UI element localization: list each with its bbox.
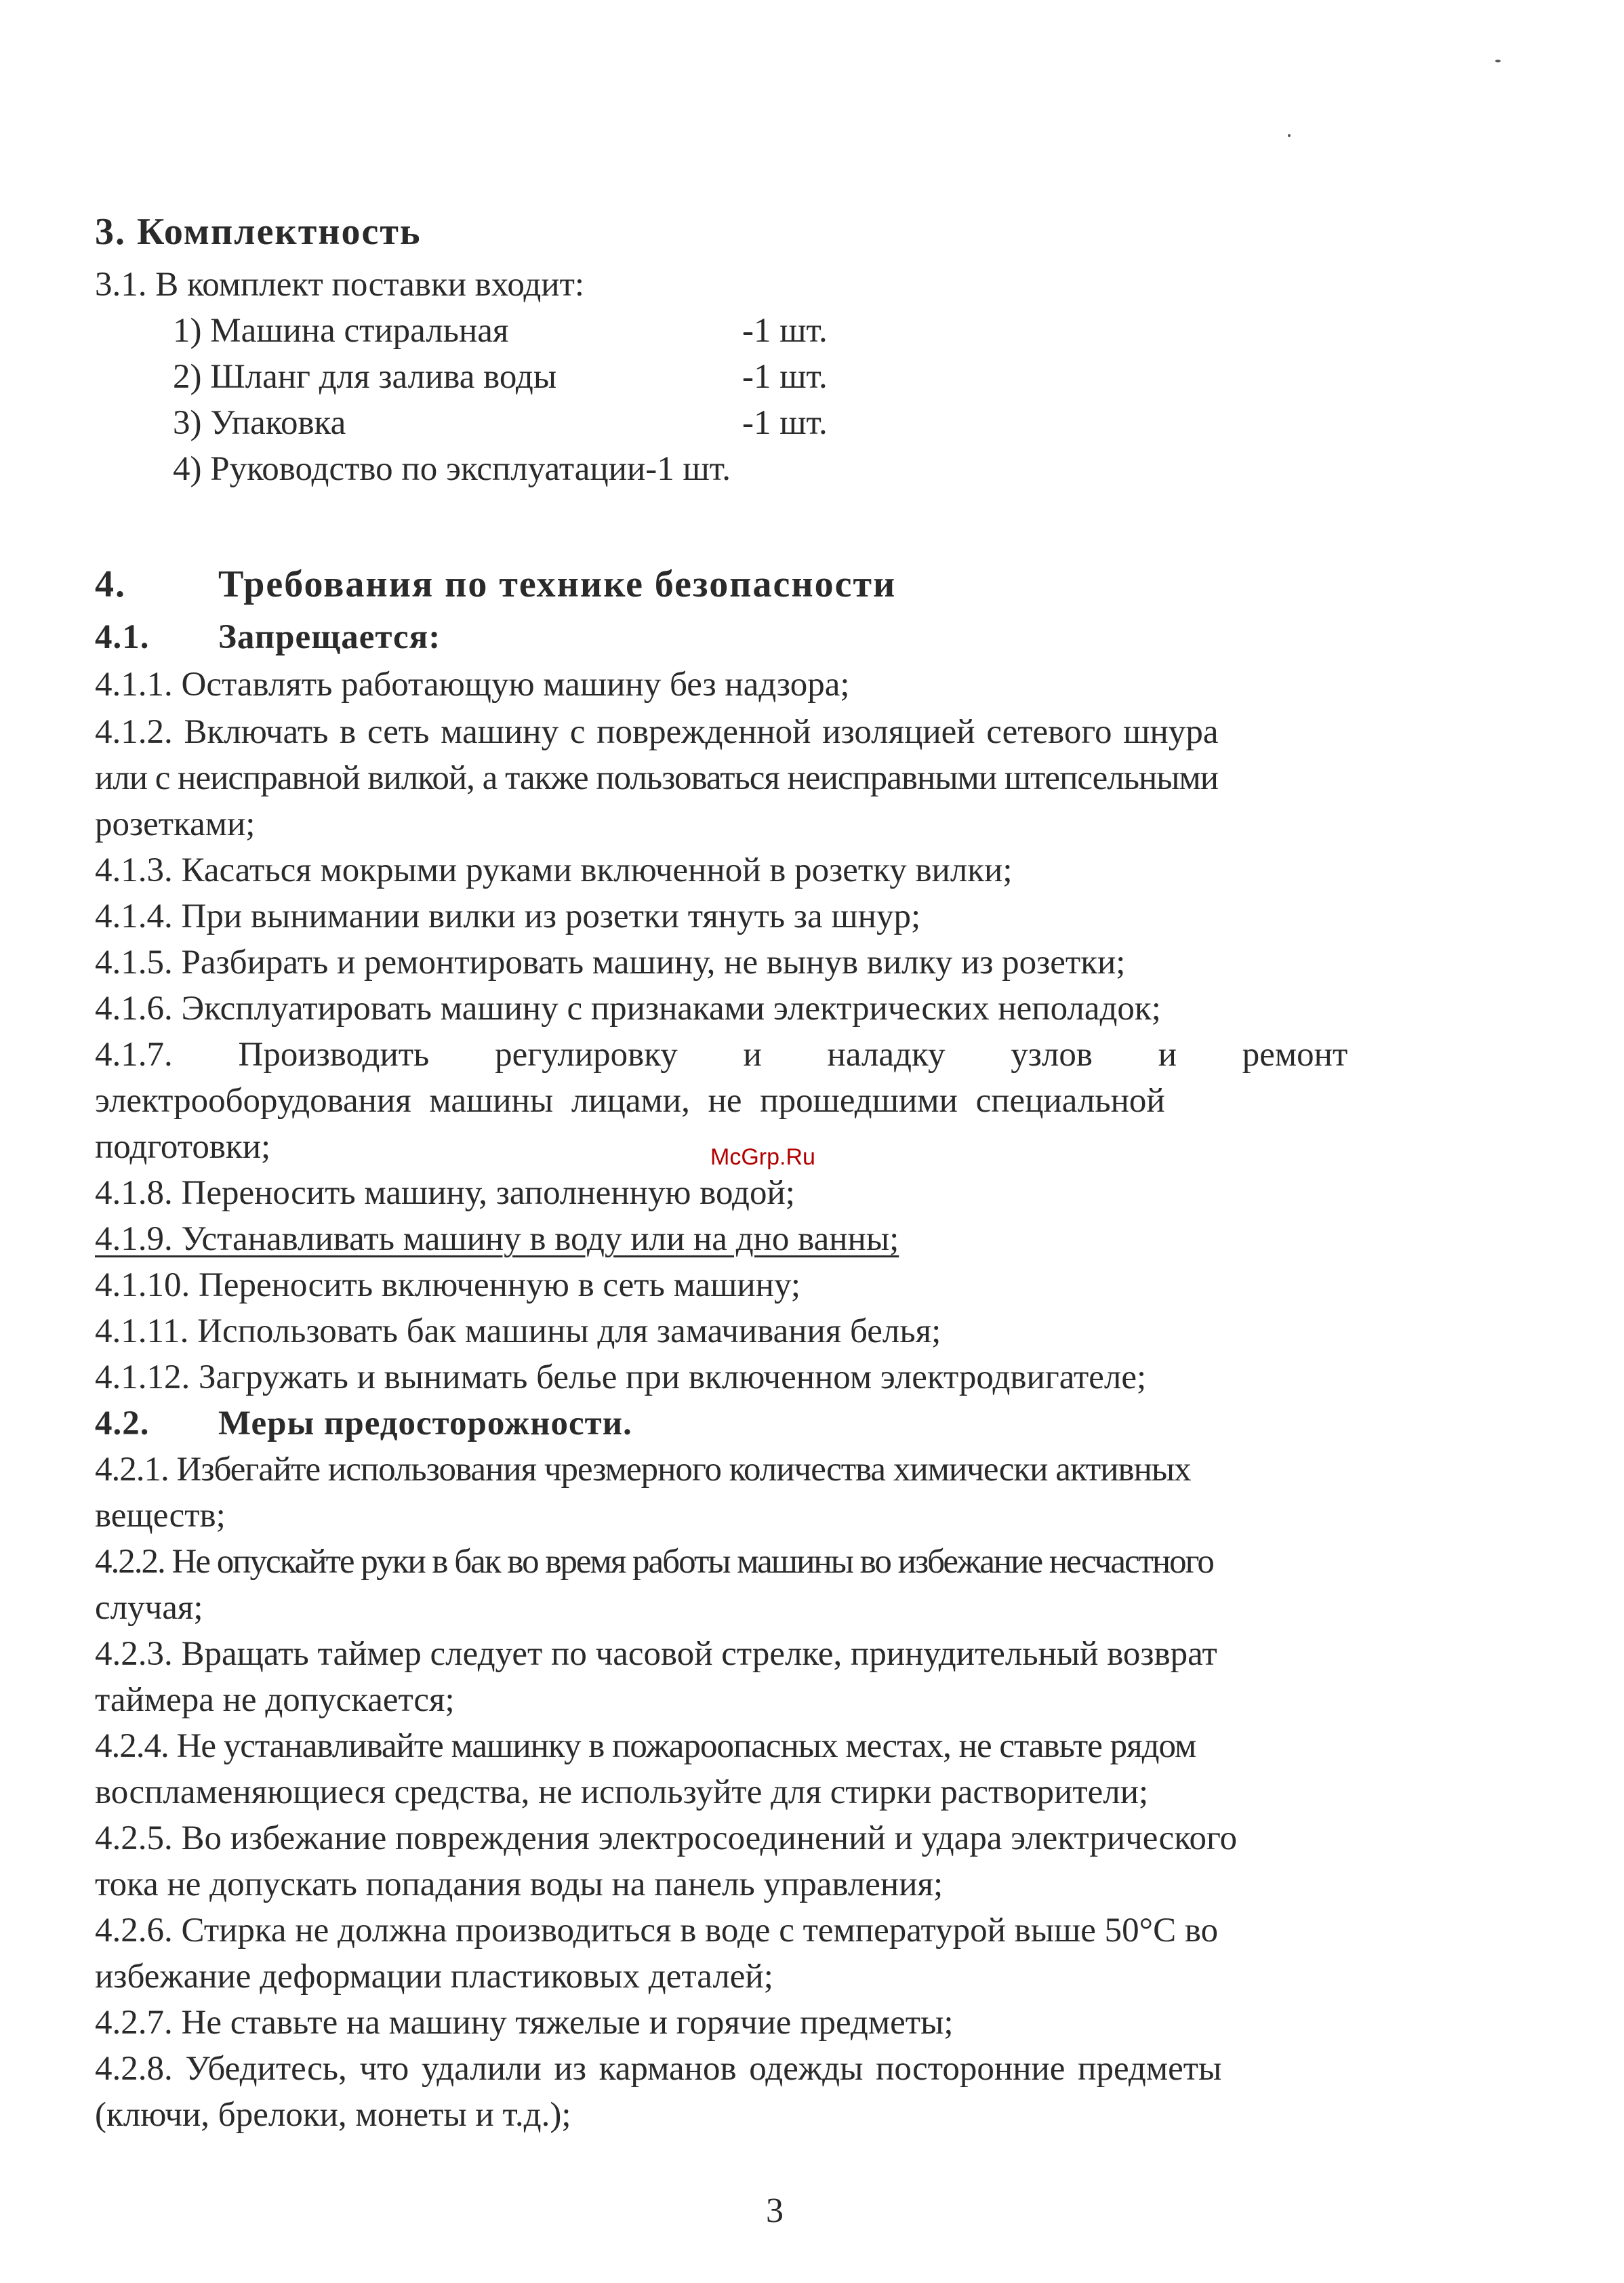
- rule-4-1-8: 4.1.8. Переносить машину, заполненную водой;: [95, 1174, 795, 1212]
- rule-4-2-6-cont: избежание деформации пластиковых деталей;: [95, 1958, 773, 1996]
- section-4-title: Требования по технике безопасности: [218, 563, 897, 605]
- subsection-4-2-number: 4.2.: [95, 1405, 150, 1442]
- subsection-4-1-number: 4.1.: [95, 618, 150, 656]
- kit-item-label: 2) Шланг для залива воды: [173, 358, 557, 396]
- rule-4-1-2-cont: или с неисправной вилкой, а также пользоваться неисправными штепсельными: [95, 759, 1219, 797]
- kit-item-qty: -1 шт.: [742, 358, 828, 396]
- rule-4-1-11: 4.1.11. Использовать бак машины для замачивания белья;: [95, 1312, 941, 1350]
- rule-4-1-1: 4.1.1. Оставлять работающую машину без надзора;: [95, 666, 850, 704]
- scan-speck: [1495, 60, 1501, 62]
- rule-4-1-6: 4.1.6. Эксплуатировать машину с признаками электрических неполадок;: [95, 990, 1161, 1028]
- rule-4-2-3: 4.2.3. Вращать таймер следует по часовой стрелке, принудительный возврат: [95, 1635, 1217, 1673]
- kit-item-label: 1) Машина стиральная: [173, 312, 509, 350]
- rule-4-1-3: 4.1.3. Касаться мокрыми руками включенной в розетку вилки;: [95, 851, 1013, 889]
- kit-item-qty: -1 шт.: [742, 312, 828, 350]
- rule-4-1-7: 4.1.7. Производить регулировку и наладку узлов и ремонт: [95, 1036, 1348, 1074]
- rule-4-2-4: 4.2.4. Не устанавливайте машинку в пожароопасных местах, не ставьте рядом: [95, 1727, 1196, 1765]
- rule-4-2-6: 4.2.6. Стирка не должна производиться в воде с температурой выше 50°С во: [95, 1912, 1219, 1949]
- rule-4-2-1-cont: веществ;: [95, 1497, 226, 1535]
- rule-4-2-2-cont: случая;: [95, 1589, 203, 1627]
- rule-4-1-7-cont: подготовки;: [95, 1128, 271, 1166]
- kit-item-label: 4) Руководство по эксплуатации-1 шт.: [173, 450, 731, 488]
- rule-4-2-8: 4.2.8. Убедитесь, что удалили из карманов одежды посторонние предметы: [95, 2050, 1222, 2088]
- section-4-number: 4.: [95, 563, 126, 605]
- section-3-intro: 3.1. В комплект поставки входит:: [95, 266, 585, 304]
- rule-4-2-1: 4.2.1. Избегайте использования чрезмерного количества химически активных: [95, 1451, 1191, 1489]
- subsection-4-2-title: Меры предосторожности.: [218, 1405, 632, 1442]
- rule-4-1-5: 4.1.5. Разбирать и ремонтировать машину, не вынув вилку из розетки;: [95, 944, 1126, 982]
- scan-speck: [1288, 134, 1291, 137]
- rule-4-1-7-cont: электрооборудования машины лицами, не прошедшими специальной: [95, 1082, 1165, 1120]
- rule-4-2-4-cont: воспламеняющиеся средства, не используйте для стирки растворители;: [95, 1773, 1149, 1811]
- rule-4-2-5-cont: тока не допускать попадания воды на панель управления;: [95, 1865, 943, 1903]
- kit-item-label: 3) Упаковка: [173, 404, 346, 442]
- kit-item-qty: -1 шт.: [742, 404, 828, 442]
- rule-4-2-8-cont: (ключи, брелоки, монеты и т.д.);: [95, 2096, 571, 2134]
- rule-4-2-2: 4.2.2. Не опускайте руки в бак во время работы машины во избежание несчастного: [95, 1543, 1213, 1581]
- subsection-4-1-title: Запрещается:: [218, 618, 441, 656]
- section-3-title: 3. Комплектность: [95, 211, 422, 253]
- rule-4-2-3-cont: таймера не допускается;: [95, 1681, 455, 1719]
- rule-4-1-2-cont: розетками;: [95, 805, 256, 843]
- rule-4-1-12: 4.1.12. Загружать и вынимать белье при включенном электродвигателе;: [95, 1358, 1147, 1396]
- rule-4-1-9: 4.1.9. Устанавливать машину в воду или на дно ванны;: [95, 1220, 899, 1258]
- page-number: 3: [766, 2191, 784, 2230]
- rule-4-2-7: 4.2.7. Не ставьте на машину тяжелые и горячие предметы;: [95, 2004, 954, 2042]
- rule-4-1-2: 4.1.2. Включать в сеть машину с поврежденной изоляцией сетевого шнура: [95, 713, 1219, 751]
- watermark: McGrp.Ru: [710, 1144, 815, 1170]
- rule-4-2-5: 4.2.5. Во избежание повреждения электросоединений и удара электрического: [95, 1819, 1238, 1857]
- rule-4-1-4: 4.1.4. При вынимании вилки из розетки тянуть за шнур;: [95, 897, 921, 935]
- rule-4-1-10: 4.1.10. Переносить включенную в сеть машину;: [95, 1266, 801, 1304]
